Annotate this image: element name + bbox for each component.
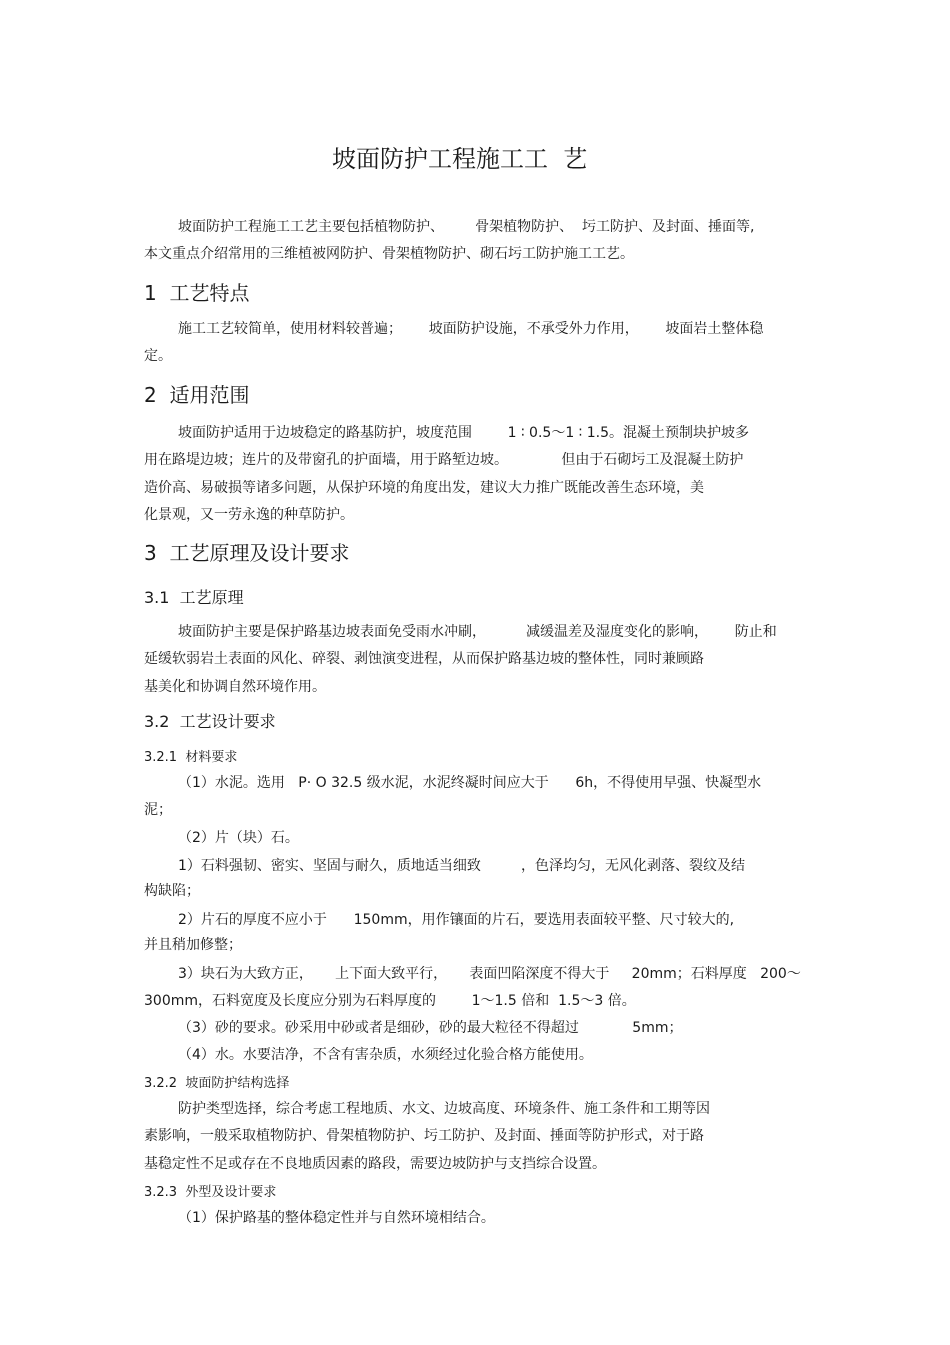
list-line: （1）保护路基的整体稳定性并与自然环境相结合。 xyxy=(178,1210,495,1226)
list-line: 3）块石为大致方正， 上下面大致平行， 表面凹陷深度不得大于 20mm；石料厚度 200～ xyxy=(178,966,801,982)
paragraph-line: 坡面防护适用于边坡稳定的路基防护，坡度范围 1 ∶ 0.5～1 ∶ 1.5。混凝土预制块护坡多 xyxy=(178,425,750,441)
paragraph-line: 基稳定性不足或存在不良地质因素的路段，需要边坡防护与支挡综合设置。 xyxy=(144,1156,606,1172)
list-line: （1）水泥。选用 P· O 32.5 级水泥，水泥终凝时间应大于 6h，不得使用早强、快凝型水 xyxy=(178,775,762,791)
section-3-1-heading: 3.1 工艺原理 xyxy=(144,588,244,607)
list-line: （2）片（块）石。 xyxy=(178,830,299,846)
paragraph-line: 定。 xyxy=(144,348,172,364)
section-3-2-1-heading: 3.2.1 材料要求 xyxy=(144,750,238,765)
list-line: 2）片石的厚度不应小于 150mm，用作镶面的片石，要选用表面较平整、尺寸较大的, xyxy=(178,912,735,928)
list-line: （4）水。水要洁净，不含有害杂质，水须经过化验合格方能使用。 xyxy=(178,1047,593,1063)
paragraph-line: 延缓软弱岩土表面的风化、碎裂、剥蚀演变进程，从而保护路基边坡的整体性，同时兼顾路 xyxy=(144,651,704,667)
section-3-2-heading: 3.2 工艺设计要求 xyxy=(144,712,276,731)
list-line: 泥； xyxy=(144,802,172,818)
intro-line: 本文重点介绍常用的三维植被网防护、骨架植物防护、砌石圬工防护施工工艺。 xyxy=(144,246,634,262)
list-line: （3）砂的要求。砂采用中砂或者是细砂，砂的最大粒径不得超过 5mm； xyxy=(178,1020,683,1036)
intro-line: 坡面防护工程施工工艺主要包括植物防护、 骨架植物防护、 圬工防护、及封面、捶面等, xyxy=(178,219,755,235)
page-title: 坡面防护工程施工工 艺 xyxy=(332,145,588,173)
section-3-heading: 3 工艺原理及设计要求 xyxy=(144,541,350,565)
paragraph-line: 防护类型选择，综合考虑工程地质、水文、边坡高度、环境条件、施工条件和工期等因 xyxy=(178,1101,710,1117)
section-3-2-2-heading: 3.2.2 坡面防护结构选择 xyxy=(144,1076,290,1091)
list-line: 300mm，石料宽度及长度应分别为石料厚度的 1～1.5 倍和 1.5～3 倍。 xyxy=(144,993,636,1009)
section-2-heading: 2 适用范围 xyxy=(144,383,250,407)
paragraph-line: 用在路堤边坡；连片的及带窗孔的护面墙，用于路堑边坡。 但由于石砌圬工及混凝土防护 xyxy=(144,452,744,468)
paragraph-line: 基美化和协调自然环境作用。 xyxy=(144,679,326,695)
list-line: 并且稍加修整； xyxy=(144,937,242,953)
list-line: 1）石料强韧、密实、坚固与耐久，质地适当细致 ，色泽均匀，无风化剥落、裂纹及结 xyxy=(178,858,745,874)
list-line: 构缺陷； xyxy=(144,883,200,899)
section-3-2-3-heading: 3.2.3 外型及设计要求 xyxy=(144,1185,277,1200)
paragraph-line: 施工工艺较简单，使用材料较普遍； 坡面防护设施，不承受外力作用， 坡面岩土整体稳 xyxy=(178,321,764,337)
paragraph-line: 造价高、易破损等诸多问题，从保护环境的角度出发，建议大力推广既能改善生态环境，美 xyxy=(144,480,704,496)
paragraph-line: 素影响，一般采取植物防护、骨架植物防护、圬工防护、及封面、捶面等防护形式，对于路 xyxy=(144,1128,704,1144)
section-1-heading: 1 工艺特点 xyxy=(144,281,250,305)
paragraph-line: 坡面防护主要是保护路基边坡表面免受雨水冲刷， 减缓温差及湿度变化的影响， 防止和 xyxy=(178,624,777,640)
paragraph-line: 化景观，又一劳永逸的种草防护。 xyxy=(144,507,354,523)
